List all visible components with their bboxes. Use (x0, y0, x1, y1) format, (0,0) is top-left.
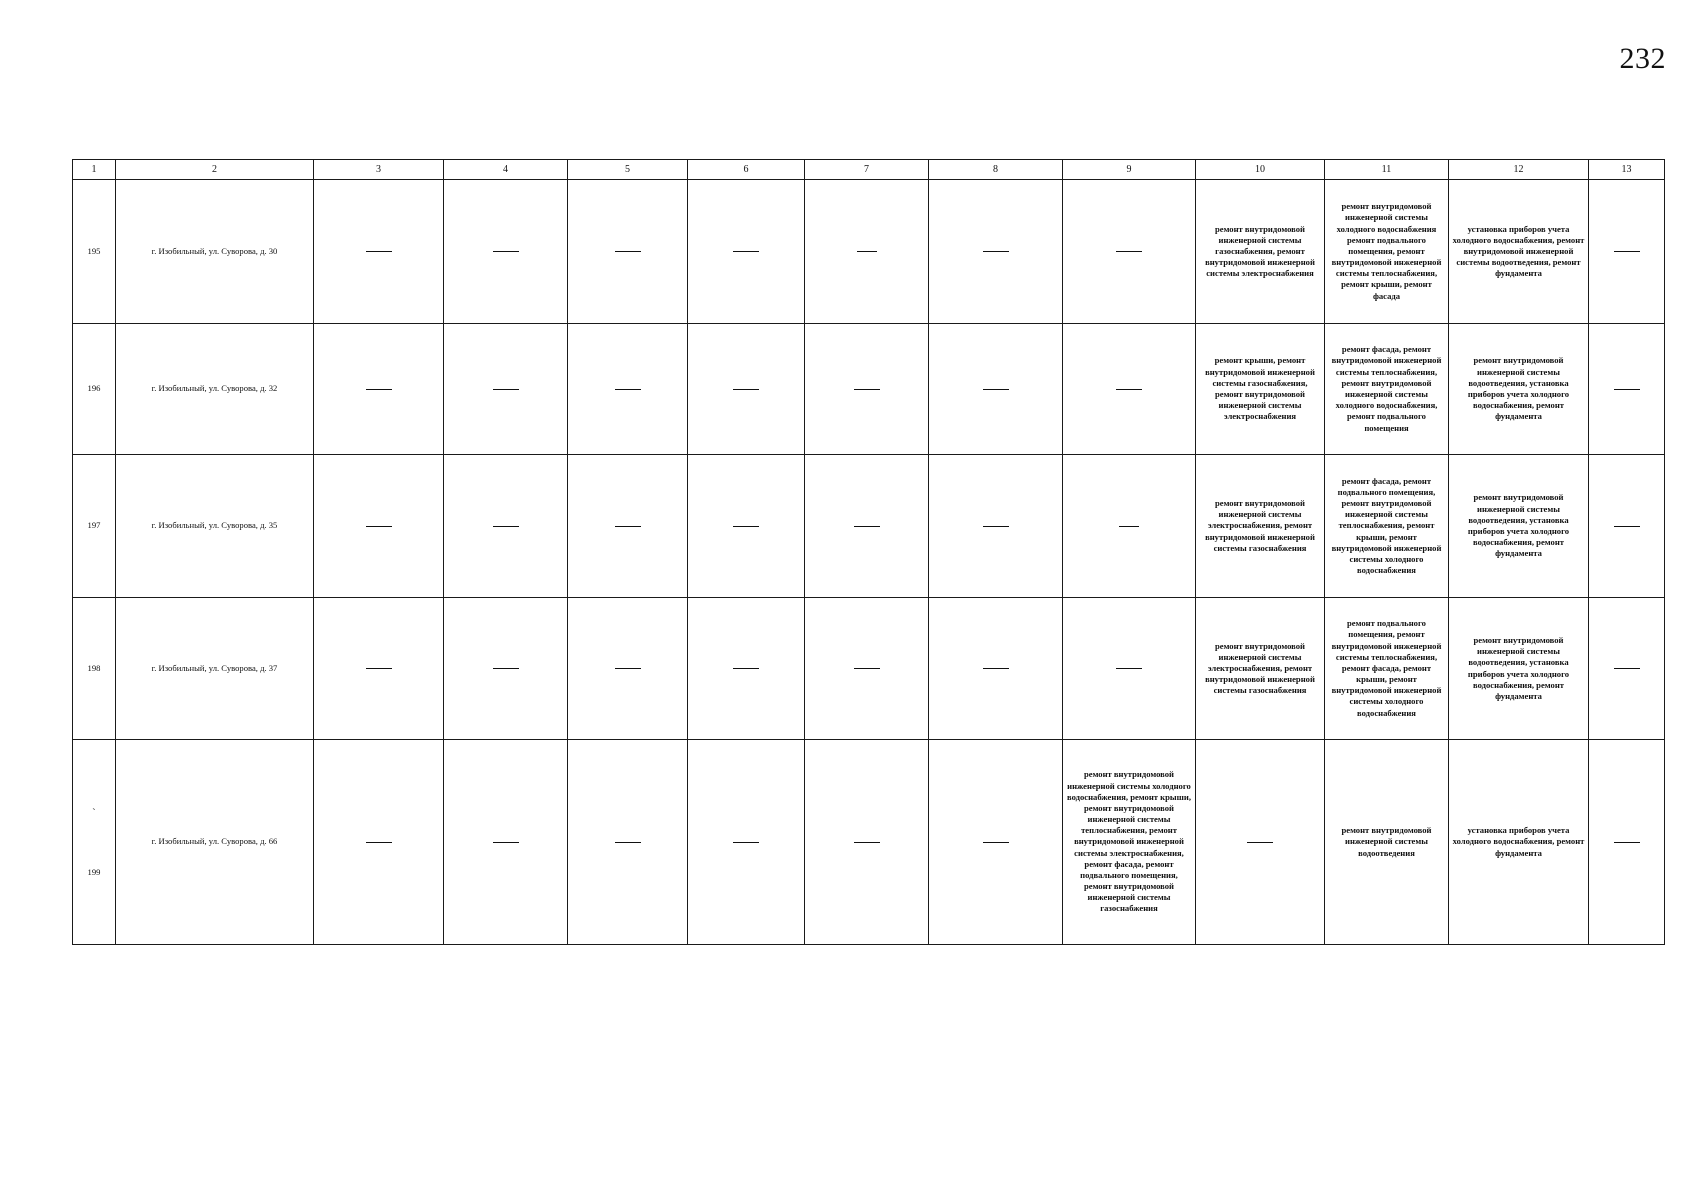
dash-mark (854, 842, 880, 843)
empty-cell (444, 455, 568, 598)
table-row (73, 324, 1665, 455)
empty-cell (568, 598, 688, 740)
dash-mark (493, 251, 519, 252)
dash-mark (733, 251, 759, 252)
empty-cell (805, 324, 929, 455)
dash-mark (983, 389, 1009, 390)
empty-cell (929, 324, 1063, 455)
empty-cell (1063, 324, 1196, 455)
empty-cell (1589, 324, 1665, 455)
address-cell: г. Изобильный, ул. Суворова, д. 66 (116, 740, 314, 945)
empty-cell (1589, 455, 1665, 598)
table-row (73, 598, 1665, 740)
dash-mark (493, 389, 519, 390)
repair-works-cell: установка приборов учета холодного водоснабжения, ремонт внутридомовой инженерной системы водоотведения, ремонт фундамента (1449, 180, 1589, 324)
empty-cell (444, 180, 568, 324)
empty-cell (314, 324, 444, 455)
column-number: 1 (73, 160, 116, 180)
empty-cell (688, 180, 805, 324)
dash-mark (733, 842, 759, 843)
empty-cell (444, 598, 568, 740)
repair-works-cell: ремонт внутридомовой инженерной системы водоотведения, установка приборов учета холодного водоснабжения, ремонт фундамента (1449, 324, 1589, 455)
empty-cell (444, 740, 568, 945)
dash-mark (615, 842, 641, 843)
empty-cell (314, 740, 444, 945)
column-number-row (73, 160, 1665, 180)
empty-cell (1063, 455, 1196, 598)
empty-cell (929, 740, 1063, 945)
empty-cell (929, 598, 1063, 740)
dash-mark (366, 526, 392, 527)
dash-mark (1116, 389, 1142, 390)
repair-works-cell: ремонт внутридомовой инженерной системы электроснабжения, ремонт внутридомовой инженерной системы газоснабжения (1196, 598, 1325, 740)
dash-mark (366, 251, 392, 252)
empty-cell (688, 598, 805, 740)
repair-schedule-table (72, 159, 1665, 945)
empty-cell (444, 324, 568, 455)
tick-mark: ` (92, 807, 96, 820)
empty-cell (568, 455, 688, 598)
dash-mark (1614, 842, 1640, 843)
dash-mark (615, 526, 641, 527)
row-number (73, 740, 116, 945)
empty-cell (1589, 180, 1665, 324)
empty-cell (688, 740, 805, 945)
dash-mark (1116, 668, 1142, 669)
dash-mark (983, 251, 1009, 252)
empty-cell (1589, 740, 1665, 945)
column-number: 12 (1449, 160, 1589, 180)
empty-cell (568, 180, 688, 324)
repair-works-cell: ремонт внутридомовой инженерной системы холодного водоснабжения, ремонт крыши, ремонт внутридомовой инженерной системы теплоснабжения, ремонт внутридомовой инженерной системы электроснабжения, ремонт фасада, ремонт подвального помещения, ремонт внутридомовой инженерной системы газоснабжения (1063, 740, 1196, 945)
row-number: 195 (73, 180, 116, 324)
column-number: 11 (1325, 160, 1449, 180)
empty-cell (1196, 740, 1325, 945)
empty-cell (805, 598, 929, 740)
row-number-text: 199 (87, 866, 101, 877)
dash-mark (733, 389, 759, 390)
column-number: 7 (805, 160, 929, 180)
dash-mark (493, 668, 519, 669)
repair-works-cell: ремонт внутридомовой инженерной системы холодного водоснабжения ремонт подвального помещения, ремонт внутридомовой инженерной системы теплоснабжения, ремонт крыши, ремонт фасада (1325, 180, 1449, 324)
dash-mark (493, 526, 519, 527)
empty-cell (688, 324, 805, 455)
dash-mark (854, 526, 880, 527)
address-cell: г. Изобильный, ул. Суворова, д. 35 (116, 455, 314, 598)
dash-mark (983, 526, 1009, 527)
empty-cell (929, 180, 1063, 324)
column-number: 8 (929, 160, 1063, 180)
dash-mark (1614, 526, 1640, 527)
column-number: 13 (1589, 160, 1665, 180)
repair-works-cell: ремонт внутридомовой инженерной системы водоотведения (1325, 740, 1449, 945)
empty-cell (1063, 180, 1196, 324)
address-cell: г. Изобильный, ул. Суворова, д. 32 (116, 324, 314, 455)
repair-works-cell: ремонт подвального помещения, ремонт внутридомовой инженерной системы теплоснабжения, ремонт фасада, ремонт крыши, ремонт внутридомовой инженерной системы холодного водоснабжения (1325, 598, 1449, 740)
empty-cell (314, 180, 444, 324)
empty-cell (805, 180, 929, 324)
dash-mark (493, 842, 519, 843)
empty-cell (805, 455, 929, 598)
repair-works-cell: ремонт фасада, ремонт подвального помещения, ремонт внутридомовой инженерной системы теплоснабжения, ремонт крыши, ремонт внутридомовой инженерной системы холодного водоснабжения (1325, 455, 1449, 598)
dash-mark (1614, 389, 1640, 390)
repair-works-cell: ремонт внутридомовой инженерной системы электроснабжения, ремонт внутридомовой инженерной системы газоснабжения (1196, 455, 1325, 598)
table-row (73, 455, 1665, 598)
dash-mark (983, 842, 1009, 843)
empty-cell (688, 455, 805, 598)
column-number: 2 (116, 160, 314, 180)
row-number: 196 (73, 324, 116, 455)
dash-mark (615, 251, 641, 252)
dash-mark (1247, 842, 1273, 843)
dash-mark (615, 668, 641, 669)
repair-works-cell: ремонт внутридомовой инженерной системы водоотведения, установка приборов учета холодного водоснабжения, ремонт фундамента (1449, 598, 1589, 740)
column-number: 4 (444, 160, 568, 180)
column-number: 9 (1063, 160, 1196, 180)
dash-mark (615, 389, 641, 390)
address-cell: г. Изобильный, ул. Суворова, д. 37 (116, 598, 314, 740)
dash-mark (733, 668, 759, 669)
repair-works-cell: установка приборов учета холодного водоснабжения, ремонт фундамента (1449, 740, 1589, 945)
dash-mark (1119, 526, 1139, 527)
empty-cell (805, 740, 929, 945)
column-number: 6 (688, 160, 805, 180)
dash-mark (366, 842, 392, 843)
dash-mark (983, 668, 1009, 669)
empty-cell (1063, 598, 1196, 740)
repair-works-cell: ремонт крыши, ремонт внутридомовой инженерной системы газоснабжения, ремонт внутридомовой инженерной системы электроснабжения (1196, 324, 1325, 455)
dash-mark (1116, 251, 1142, 252)
table-row (73, 740, 1665, 945)
row-number: 198 (73, 598, 116, 740)
empty-cell (568, 324, 688, 455)
empty-cell (568, 740, 688, 945)
dash-mark (366, 668, 392, 669)
empty-cell (929, 455, 1063, 598)
repair-works-cell: ремонт внутридомовой инженерной системы водоотведения, установка приборов учета холодного водоснабжения, ремонт фундамента (1449, 455, 1589, 598)
dash-mark (366, 389, 392, 390)
dash-mark (1614, 251, 1640, 252)
page-number: 232 (1619, 42, 1666, 75)
repair-works-cell: ремонт фасада, ремонт внутридомовой инженерной системы теплоснабжения, ремонт внутридомовой инженерной системы холодного водоснабжения, ремонт подвального помещения (1325, 324, 1449, 455)
column-number: 10 (1196, 160, 1325, 180)
dash-mark (733, 526, 759, 527)
empty-cell (314, 598, 444, 740)
empty-cell (1589, 598, 1665, 740)
table-row (73, 180, 1665, 324)
column-number: 5 (568, 160, 688, 180)
dash-mark (854, 668, 880, 669)
dash-mark (857, 251, 877, 252)
column-number: 3 (314, 160, 444, 180)
row-number: 197 (73, 455, 116, 598)
dash-mark (854, 389, 880, 390)
dash-mark (1614, 668, 1640, 669)
address-cell: г. Изобильный, ул. Суворова, д. 30 (116, 180, 314, 324)
repair-works-cell: ремонт внутридомовой инженерной системы газоснабжения, ремонт внутридомовой инженерной системы электроснабжения (1196, 180, 1325, 324)
empty-cell (314, 455, 444, 598)
